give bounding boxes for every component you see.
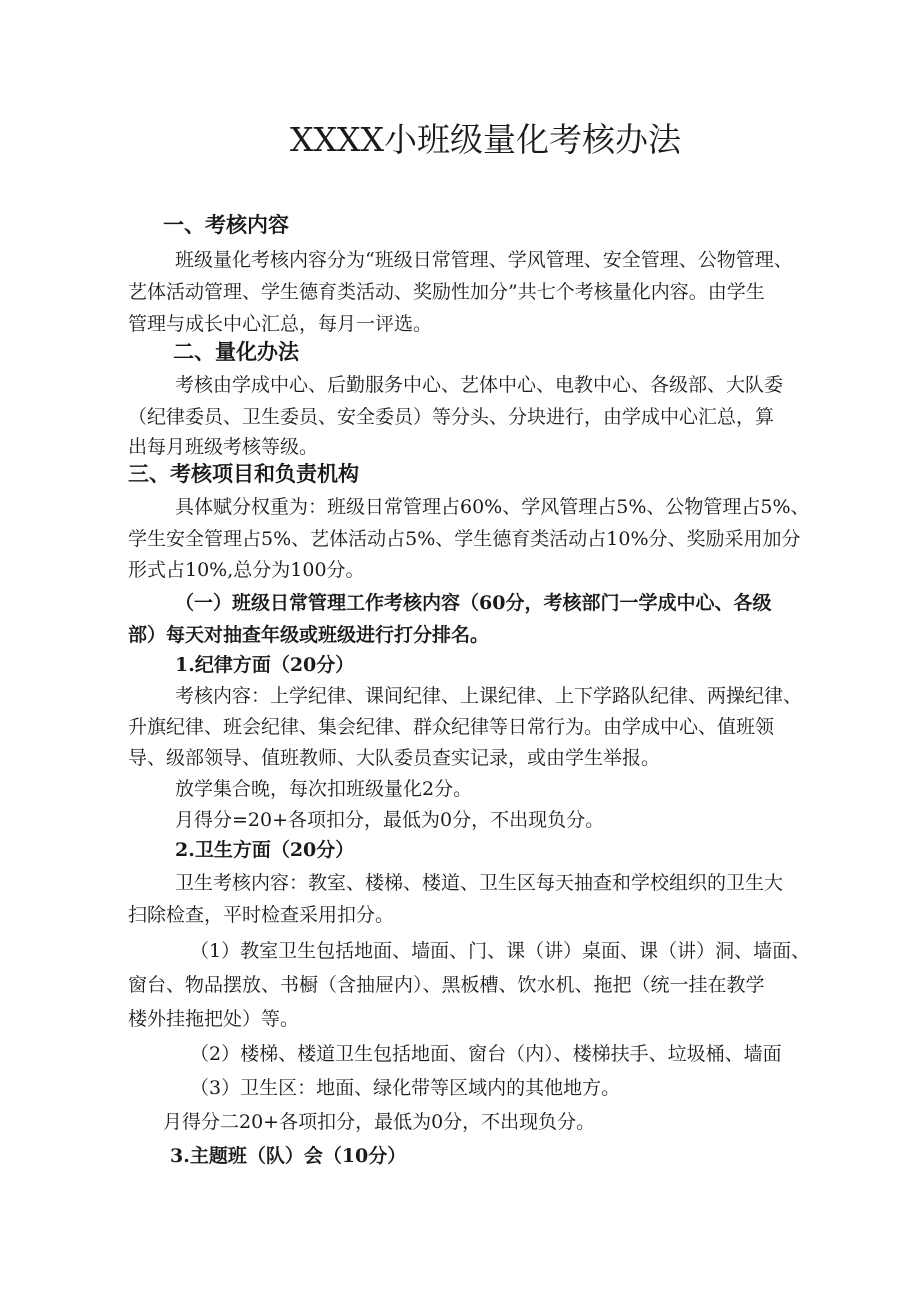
paragraph-line: 升旗纪律、班会纪律、集会纪律、群众纪律等日常行为。由学成中心、值班领 [128,716,775,738]
paragraph-line: 卫生考核内容：教室、楼梯、楼道、卫生区每天抽查和学校组织的卫生大 [175,872,784,894]
paragraph-line: 考核内容：上学纪律、课间纪律、上课纪律、上下学路队纪律、两操纪律、 [175,685,803,707]
paragraph-line: 月得分=20+各项扣分，最低为0分，不出现负分。 [175,809,605,831]
page-title: XXXX小班级量化考核办法 [290,120,681,159]
item-heading: 2.卫生方面（20分） [175,839,355,861]
subsection-heading: （一）班级日常管理工作考核内容（60分，考核部门一学成中心、各级 [175,592,772,614]
item-heading: 1.纪律方面（20分） [175,654,355,676]
subsection-heading: 部）每天对抽查年级或班级进行打分排名。 [128,624,490,646]
paragraph-line: 放学集合晚，每次扣班级量化2分。 [175,778,473,800]
paragraph-line: 出每月班级考核等级。 [128,436,319,458]
paragraph-line: （纪律委员、卫生委员、安全委员）等分头、分块进行，由学成中心汇总，算 [128,406,775,428]
paragraph-line: 学生安全管理占5%、艺体活动占5%、学生德育类活动占10%分、奖励采用加分 [128,528,801,550]
section-heading: 二、量化办法 [173,340,299,364]
paragraph-line: 管理与成长中心汇总，每月一评选。 [128,313,433,335]
paragraph-line: 形式占10%,总分为100分。 [128,559,365,581]
paragraph-line: 楼外挂拖把处）等。 [128,1008,300,1030]
paragraph-line: 班级量化考核内容分为“班级日常管理、学风管理、安全管理、公物管理、 [175,249,793,271]
paragraph-line: （2）楼梯、楼道卫生包括地面、窗台（内）、楼梯扶手、垃圾桶、墙面 [190,1043,782,1065]
paragraph-line: （3）卫生区：地面、绿化带等区域内的其他地方。 [190,1077,621,1099]
paragraph-line: 月得分二20+各项扣分，最低为0分，不出现负分。 [163,1111,596,1133]
item-heading: 3.主题班（队）会（10分） [170,1145,407,1167]
paragraph-line: （1）教室卫生包括地面、墙面、门、课（讲）桌面、课（讲）洞、墙面、 [190,940,811,962]
section-heading: 一、考核内容 [163,213,289,237]
paragraph-line: 扫除检查，平时检查采用扣分。 [128,904,395,926]
paragraph-line: 考核由学成中心、后勤服务中心、艺体中心、电教中心、各级部、大队委 [175,374,784,396]
paragraph-line: 导、级部领导、值班教师、大队委员查实记录，或由学生举报。 [128,747,661,769]
section-heading: 三、考核项目和负责机构 [128,462,359,486]
paragraph-line: 窗台、物品摆放、书橱（含抽屉内）、黑板槽、饮水机、拖把（统一挂在教学 [128,974,765,996]
paragraph-line: 艺体活动管理、学生德育类活动、奖励性加分”共七个考核量化内容。由学生 [128,281,765,303]
paragraph-line: 具体赋分权重为：班级日常管理占60%、学风管理占5%、公物管理占5%、 [175,496,810,518]
